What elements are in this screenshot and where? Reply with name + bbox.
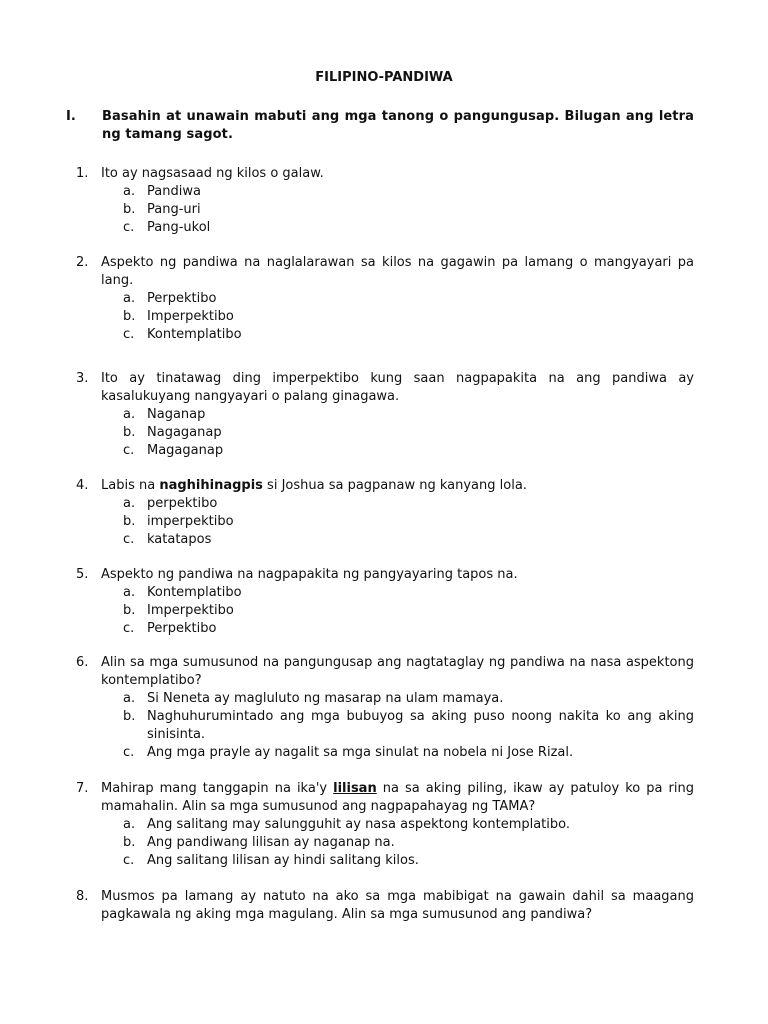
- choice-a[interactable]: [123, 183, 694, 201]
- question-7: [76, 780, 694, 870]
- choice-text: Naghuhurumintado ang mga bubuyog sa aking puso noong nakita ko ang aking sinisinta.: [147, 709, 694, 742]
- choice-text: Ang salitang lilisan ay hindi salitang kilos.: [147, 853, 419, 868]
- page-title: FILIPINO-PANDIWA: [315, 70, 453, 85]
- choice-text: Ang salitang may salungguhit ay nasa aspektong kontemplatibo.: [147, 817, 571, 832]
- choice-a[interactable]: [123, 495, 694, 513]
- choice-text: perpektibo: [147, 496, 218, 511]
- question-3: [76, 370, 694, 460]
- stem-text: Mahirap mang tanggapin na ika'y: [101, 781, 334, 796]
- stem-keyword: lilisan: [333, 781, 377, 796]
- choice-letter: c.: [123, 745, 135, 760]
- choice-letter: a.: [123, 407, 136, 422]
- choice-text: Perpektibo: [147, 621, 217, 636]
- choice-text: Magaganap: [147, 443, 224, 458]
- question-number: 5.: [76, 567, 89, 582]
- choice-c[interactable]: [123, 852, 694, 870]
- choice-letter: c.: [123, 621, 135, 636]
- choice-b[interactable]: [123, 201, 694, 219]
- choice-text: Kontemplatibo: [147, 327, 242, 342]
- choice-b[interactable]: [123, 424, 694, 442]
- stem-text: na sa aking piling, ikaw ay patuloy ko pa ring mamahalin. Alin sa mga sumusunod ang nagpapahayag ng TAMA?: [101, 781, 694, 814]
- choice-a[interactable]: [123, 584, 694, 602]
- question-2: [76, 254, 694, 344]
- choice-text: imperpektibo: [147, 514, 234, 529]
- choice-a[interactable]: [123, 816, 694, 834]
- choice-letter: c.: [123, 443, 135, 458]
- choice-text: Imperpektibo: [147, 603, 234, 618]
- stem-text: si Joshua sa pagpanaw ng kanyang lola.: [262, 478, 527, 493]
- choice-letter: b.: [123, 603, 136, 618]
- choice-letter: b.: [123, 514, 136, 529]
- choice-list: [123, 290, 694, 344]
- choice-b[interactable]: [123, 513, 694, 531]
- choice-b[interactable]: [123, 602, 694, 620]
- choice-list: [123, 183, 694, 237]
- choice-list: [123, 406, 694, 460]
- choice-letter: b.: [123, 709, 136, 724]
- choice-a[interactable]: [123, 290, 694, 308]
- choice-c[interactable]: [123, 531, 694, 549]
- question-stem: Alin sa mga sumusunod na pangungusap ang nagtataglay ng pandiwa na nasa aspektong kontemplatibo?: [101, 655, 694, 688]
- choice-letter: c.: [123, 853, 135, 868]
- question-number: 3.: [76, 371, 89, 386]
- choice-text: Naganap: [147, 407, 206, 422]
- choice-letter: c.: [123, 327, 135, 342]
- choice-text: Pang-ukol: [147, 220, 211, 235]
- choice-a[interactable]: [123, 406, 694, 424]
- question-stem: Ito ay tinatawag ding imperpektibo kung saan nagpapakita na ang pandiwa ay kasalukuyang nangyayari o palang ginagawa.: [101, 371, 694, 404]
- question-stem: Ito ay nagsasaad ng kilos o galaw.: [101, 166, 324, 181]
- choice-c[interactable]: [123, 620, 694, 638]
- question-5: [76, 566, 694, 638]
- choice-letter: b.: [123, 425, 136, 440]
- question-stem: Musmos pa lamang ay natuto na ako sa mga mabibigat na gawain dahil sa maagang pagkawala ng aking mga magulang. Alin sa mga sumusunod ang pandiwa?: [101, 889, 694, 922]
- choice-text: Ang mga prayle ay nagalit sa mga sinulat na nobela ni Jose Rizal.: [147, 745, 574, 760]
- choice-b[interactable]: [123, 308, 694, 326]
- question-6: [76, 654, 694, 762]
- choice-text: Ang pandiwang lilisan ay naganap na.: [147, 835, 395, 850]
- choice-text: Pang-uri: [147, 202, 201, 217]
- question-stem: Aspekto ng pandiwa na nagpapakita ng pangyayaring tapos na.: [101, 567, 518, 582]
- question-number: 2.: [76, 255, 89, 270]
- instruction-text: Basahin at unawain mabuti ang mga tanong o pangungusap. Bilugan ang letra ng tamang sagot.: [102, 109, 694, 142]
- choice-text: Perpektibo: [147, 291, 217, 306]
- question-1: [76, 165, 694, 237]
- choice-c[interactable]: [123, 744, 694, 762]
- choice-letter: a.: [123, 291, 136, 306]
- choice-b[interactable]: [123, 708, 694, 744]
- question-stem: [101, 780, 694, 816]
- stem-keyword: naghihinagpis: [159, 478, 263, 493]
- choice-c[interactable]: [123, 326, 694, 344]
- choice-list: [123, 816, 694, 870]
- question-stem: Aspekto ng pandiwa na naglalarawan sa kilos na gagawin pa lamang o mangyayari pa lang.: [101, 255, 694, 288]
- choice-letter: b.: [123, 309, 136, 324]
- choice-text: Imperpektibo: [147, 309, 234, 324]
- choice-letter: c.: [123, 220, 135, 235]
- choice-text: Kontemplatibo: [147, 585, 242, 600]
- question-number: 7.: [76, 781, 89, 796]
- choice-c[interactable]: [123, 219, 694, 237]
- choice-list: [123, 584, 694, 638]
- stem-text: Labis na: [101, 478, 160, 493]
- choice-c[interactable]: [123, 442, 694, 460]
- choice-letter: a.: [123, 585, 136, 600]
- choice-list: [123, 690, 694, 762]
- choice-letter: b.: [123, 202, 136, 217]
- choice-text: katatapos: [147, 532, 212, 547]
- choice-list: [123, 495, 694, 549]
- choice-a[interactable]: [123, 690, 694, 708]
- choice-letter: a.: [123, 496, 136, 511]
- instruction-number: I.: [66, 109, 76, 124]
- choice-letter: a.: [123, 184, 136, 199]
- question-8: [76, 888, 694, 924]
- choice-text: Pandiwa: [147, 184, 201, 199]
- question-4: [76, 477, 694, 549]
- choice-letter: a.: [123, 691, 136, 706]
- question-number: 1.: [76, 166, 89, 181]
- choice-text: Si Neneta ay magluluto ng masarap na ulam mamaya.: [147, 691, 504, 706]
- question-number: 4.: [76, 478, 89, 493]
- choice-letter: c.: [123, 532, 135, 547]
- choice-b[interactable]: [123, 834, 694, 852]
- question-number: 6.: [76, 655, 89, 670]
- question-stem: [101, 477, 694, 495]
- choice-letter: a.: [123, 817, 136, 832]
- question-number: 8.: [76, 889, 89, 904]
- choice-text: Nagaganap: [147, 425, 222, 440]
- choice-letter: b.: [123, 835, 136, 850]
